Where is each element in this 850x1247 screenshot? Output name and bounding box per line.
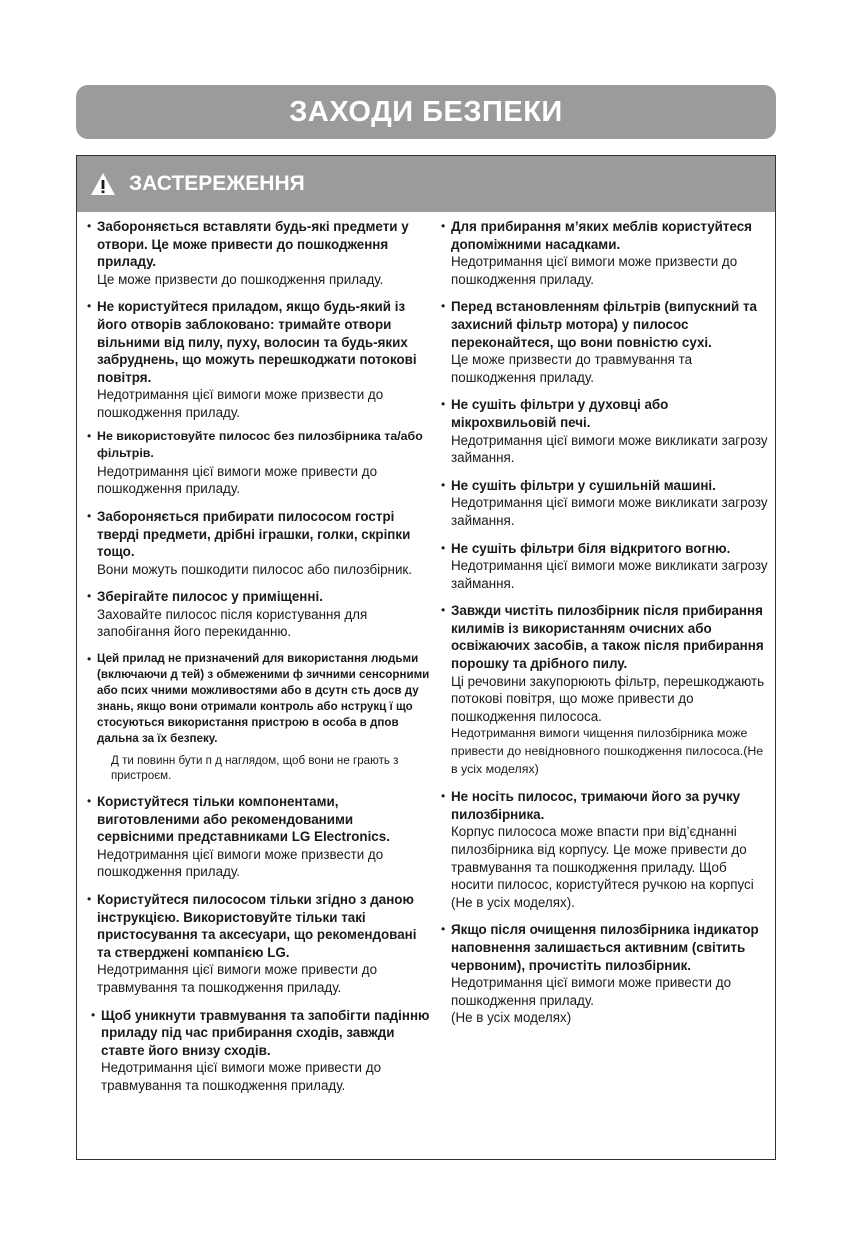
warning-text: • Для прибирання м’яких меблів користуйтеся допоміжними насадками. xyxy=(451,219,752,252)
list-item xyxy=(439,540,769,593)
list-item xyxy=(85,428,430,498)
warning-consequence: Недотримання цієї вимоги може призвести до пошкодження приладу. xyxy=(97,846,384,880)
warning-consequence: Недотримання цієї вимоги може викликати загрозу займання. xyxy=(451,432,768,466)
warning-text: • Не використовуйте пилосос без пилозбірника та/або фільтрів. xyxy=(97,428,423,461)
warning-consequence: Недотримання цієї вимоги може призвести до пошкодження приладу. xyxy=(97,387,384,420)
list-item xyxy=(439,788,769,911)
warning-consequence: Заховайте пилосос після користування для запобігання його перекиданню. xyxy=(97,606,368,640)
list-item xyxy=(85,508,430,578)
warning-text: • Забороняється прибирати пилососом гострі тверді предмети, дрібні іграшки, голки, скріпки тощо. xyxy=(97,508,411,560)
list-item xyxy=(439,921,769,1027)
warnings-box xyxy=(76,155,776,1160)
list-item xyxy=(439,477,769,530)
warning-extra: Недотримання вимоги чищення пилозбірника може привести до невідновного пошкодження пилососа.(Не в усіх моделях) xyxy=(451,726,764,776)
warning-text: • Зберігайте пилосос у приміщенні. xyxy=(97,589,323,605)
warning-text: • Забороняється вставляти будь-які предмети у отвори. Це може привести до пошкодження приладу. xyxy=(97,219,409,270)
warning-consequence: Це може призвести до травмування та пошкодження приладу. xyxy=(451,352,693,385)
left-column xyxy=(85,218,430,1095)
list-item xyxy=(85,651,430,783)
list-item xyxy=(439,218,769,288)
warning-text: • Користуйтеся пилососом тільки згідно з даною інструкцією. Використовуйте тільки такі пристосування та аксесуари, що рекомендовані та стверджені компанією LG. xyxy=(97,892,417,960)
right-column xyxy=(439,218,769,1027)
list-item xyxy=(85,891,430,997)
section-header xyxy=(77,156,775,212)
warning-consequence: Корпус пилососа може впасти при від’єднанні пилозбірника від корпусу. Це може привести до травмування та пошкодження приладу. Щоб носити пилосос, користуйтеся ручкою на корпусі (Не в усіх моделях). xyxy=(451,824,754,910)
warning-consequence: Недотримання цієї вимоги може привести до травмування та пошкодження приладу. xyxy=(101,1060,382,1093)
page-title: ЗАХОДИ БЕЗПЕКИ xyxy=(289,95,563,128)
warning-text: • Завжди чистіть пилозбірник після прибирання килимів із використанням очисних або освіжаючих засобів, а також після прибирання порошку та дрібного пилу. xyxy=(451,603,764,672)
warning-text: • Якщо після очищення пилозбірника індикатор наповнення залишається активним (світить червоним), прочистіть пилозбірник. xyxy=(451,922,759,973)
list-item xyxy=(85,298,430,421)
warning-text: • Не сушіть фільтри у сушильній машині. xyxy=(451,477,716,493)
warning-consequence: Недотримання цієї вимоги може призвести до пошкодження приладу. xyxy=(451,254,738,287)
page-title-bar xyxy=(76,85,776,139)
warning-triangle-icon xyxy=(89,171,117,197)
warning-consequence: Недотримання цієї вимоги може викликати загрозу займання. xyxy=(451,495,768,528)
warning-text: • Користуйтеся тільки компонентами, виготовленими або рекомендованими сервісними представниками LG Electronics. xyxy=(97,794,390,845)
warning-text: • Не сушіть фільтри біля відкритого вогню. xyxy=(451,540,731,556)
warning-text: • Не користуйтеся приладом, якщо будь-який із його отворів заблоковано: тримайте отвори вільними від пилу, пуху, волосин та будь-яких забруднень, що можуть перешкоджати потокові повітря. xyxy=(97,299,417,385)
list-item xyxy=(85,588,430,641)
warning-consequence: Недотримання цієї вимоги може привести до пошкодження приладу. xyxy=(451,975,732,1008)
warning-consequence: Вони можуть пошкодити пилосос або пилозбірник. xyxy=(97,561,413,577)
warning-text: • Цей прилад не призначений для використання людьми (включаючи д тей) з обмеженими ф зичними сенсорними або псих чними можливостями або в дсутн сть досв ду знань, якщо вони отримали контроль або нструкц ї що стосуються використання пристрою в особа в дпов дальна за їх безпеку. xyxy=(97,652,430,746)
warning-consequence: Недотримання цієї вимоги може викликати загрозу займання. xyxy=(451,558,768,591)
list-item xyxy=(85,793,430,881)
list-item xyxy=(439,298,769,386)
warning-consequence: Ці речовини закупорюють фільтр, перешкоджають потокові повітря, що може привести до пошкодження пилососа. xyxy=(451,673,765,724)
list-item xyxy=(85,218,430,288)
list-item xyxy=(439,602,769,778)
warning-consequence: Недотримання цієї вимоги може привести до травмування та пошкодження приладу. xyxy=(97,962,378,995)
warning-text: • Не сушіть фільтри у духовці або мікрохвильовій печі. xyxy=(451,397,669,430)
warning-consequence: Недотримання цієї вимоги може привести до пошкодження приладу. xyxy=(97,463,378,497)
warning-note: Д ти повинн бути п д наглядом, щоб вони не грають з пристроєм. xyxy=(111,754,399,783)
warning-text: • Перед встановленням фільтрів (випускний та захисний фільтр мотора) у пилосос переконайтеся, що вони повністю сухі. xyxy=(451,299,757,350)
list-item xyxy=(89,1007,430,1095)
section-header-label: ЗАСТЕРЕЖЕННЯ xyxy=(129,172,305,195)
warning-extra: (Не в усіх моделях) xyxy=(451,1010,572,1026)
warning-text: • Щоб уникнути травмування та запобігти падінню приладу під час прибирання сходів, завжди ставте його внизу сходів. xyxy=(101,1007,430,1058)
warning-text: • Не носіть пилосос, тримаючи його за ручку пилозбірника. xyxy=(451,789,741,822)
warning-consequence: Це може призвести до пошкодження приладу. xyxy=(97,271,384,287)
list-item xyxy=(439,396,769,466)
